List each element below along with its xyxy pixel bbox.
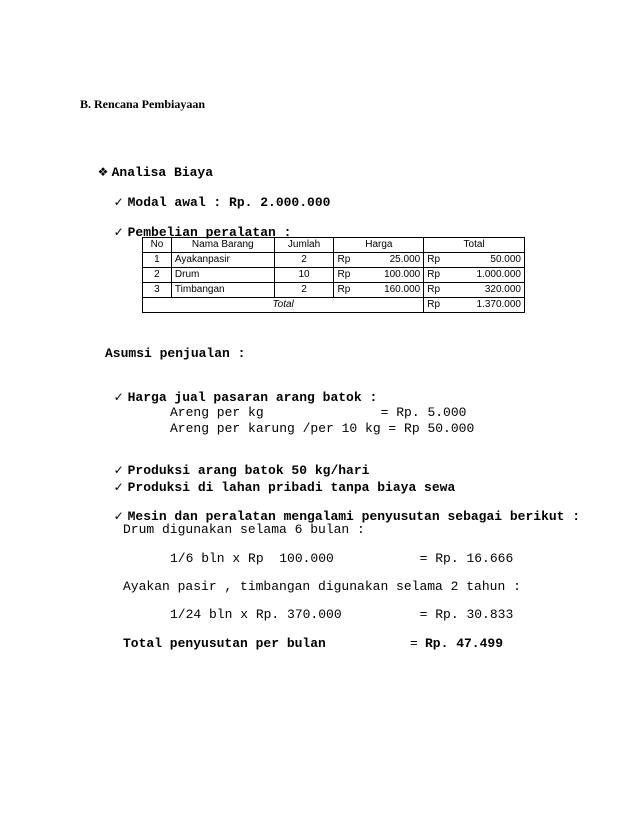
asumsi-title: Asumsi penjualan : — [105, 346, 246, 361]
cell-harga-rp: Rp — [334, 253, 360, 268]
drum-text: Drum digunakan selama 6 bulan : — [123, 522, 365, 537]
modal-text: Modal awal : Rp. 2.000.000 — [127, 195, 331, 210]
table-header-row — [143, 238, 525, 253]
produksi2-item — [98, 465, 455, 495]
modal-item — [98, 180, 330, 210]
harga-jual-text: Harga jual pasaran arang batok : — [127, 390, 378, 405]
check-icon: ✓ — [113, 509, 124, 523]
check-icon: ✓ — [113, 195, 124, 209]
col-header-total: Total — [424, 238, 525, 253]
cell-harga: 100.000 — [360, 268, 424, 283]
cell-no: 1 — [143, 253, 172, 268]
total-penyusutan-value: Rp. 47.499 — [425, 636, 504, 651]
section-title: B. Rencana Pembiayaan — [80, 97, 206, 111]
table-row — [143, 268, 525, 283]
footer-total-value: 1.370.000 — [452, 298, 525, 313]
check-icon: ✓ — [113, 463, 124, 477]
col-header-no: No — [143, 238, 172, 253]
drum-calc: 1/6 bln x Rp 100.000 = Rp. 16.666 — [170, 551, 514, 566]
analisa-title: Analisa Biaya — [111, 165, 214, 180]
cell-jumlah: 2 — [274, 283, 334, 298]
table-row — [143, 283, 525, 298]
mesin-text: Mesin dan peralatan mengalami penyusutan sebagai berikut : — [127, 509, 581, 524]
table-footer-row — [143, 298, 525, 313]
mesin-item — [98, 494, 580, 524]
col-header-nama: Nama Barang — [171, 238, 274, 253]
cell-total: 320.000 — [452, 283, 525, 298]
pembelian-text: Pembelian peralatan : — [127, 225, 292, 240]
table-row — [143, 253, 525, 268]
total-penyusutan-label: Total penyusutan per bulan — [123, 636, 326, 651]
footer-total-label: Total — [143, 298, 424, 313]
cell-jumlah: 2 — [274, 253, 334, 268]
total-penyusutan-eq: = — [410, 636, 418, 651]
cell-no: 3 — [143, 283, 172, 298]
harga-jual-item — [98, 375, 377, 405]
pembelian-item — [98, 210, 291, 240]
check-icon: ✓ — [113, 225, 124, 239]
ayakan-calc: 1/24 bln x Rp. 370.000 = Rp. 30.833 — [170, 607, 514, 622]
cell-no: 2 — [143, 268, 172, 283]
col-header-harga: Harga — [334, 238, 424, 253]
cell-total: 50.000 — [452, 253, 525, 268]
cell-harga-rp: Rp — [334, 283, 360, 298]
equipment-table — [142, 237, 525, 313]
col-header-jumlah: Jumlah — [274, 238, 334, 253]
cell-jumlah: 10 — [274, 268, 334, 283]
harga-line-karung: Areng per karung /per 10 kg = Rp 50.000 — [170, 421, 475, 436]
cell-harga: 160.000 — [360, 283, 424, 298]
cell-harga-rp: Rp — [334, 268, 360, 283]
cell-total-rp: Rp — [424, 283, 452, 298]
produksi1-text: Produksi arang batok 50 kg/hari — [127, 463, 370, 478]
cell-total-rp: Rp — [424, 268, 452, 283]
harga-line-kg: Areng per kg = Rp. 5.000 — [170, 405, 467, 420]
footer-total-rp: Rp — [424, 298, 452, 313]
cell-harga: 25.000 — [360, 253, 424, 268]
ayakan-text: Ayakan pasir , timbangan digunakan selama 2 tahun : — [123, 579, 521, 594]
cell-nama: Ayakanpasir — [171, 253, 274, 268]
cell-total-rp: Rp — [424, 253, 452, 268]
diamond-bullet-icon: ❖ — [97, 165, 109, 179]
produksi2-text: Produksi di lahan pribadi tanpa biaya sewa — [127, 480, 456, 495]
cell-nama: Drum — [171, 268, 274, 283]
check-icon: ✓ — [113, 390, 124, 404]
cell-nama: Timbangan — [171, 283, 274, 298]
analisa-heading — [82, 150, 213, 180]
cell-total: 1.000.000 — [452, 268, 525, 283]
check-icon: ✓ — [113, 480, 124, 494]
